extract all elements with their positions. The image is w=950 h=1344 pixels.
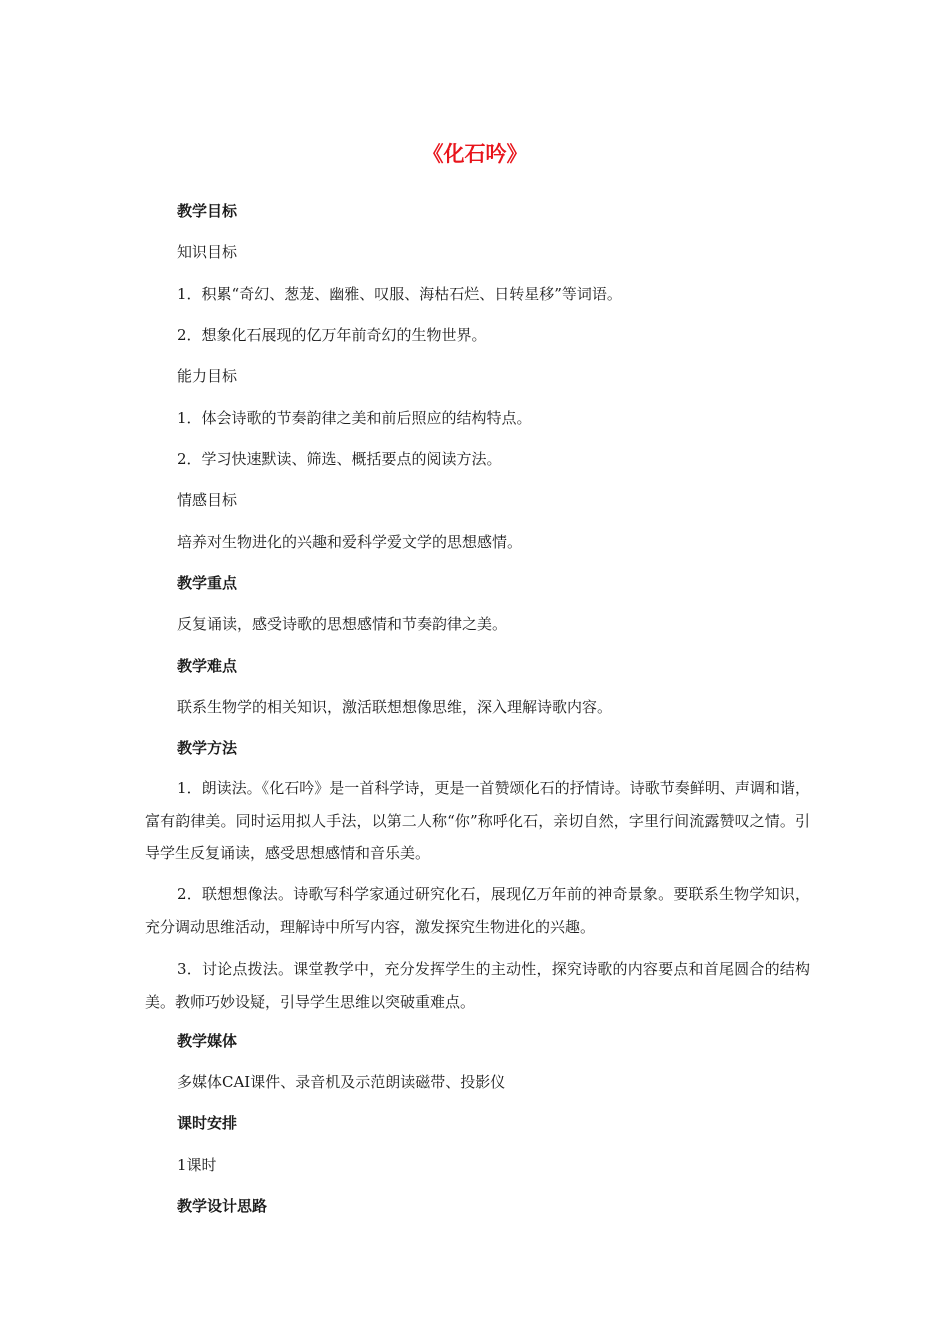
heading-key-points: 教学重点 — [177, 574, 238, 592]
knowledge-item: 2．想象化石展现的亿万年前奇幻的生物世界。 — [177, 326, 487, 344]
document-title: 《化石吟》 — [422, 141, 528, 166]
media-text: 多媒体CAI课件、录音机及示范朗读磁带、投影仪 — [177, 1073, 506, 1091]
knowledge-item: 1．积累“奇幻、葱茏、幽雅、叹服、海枯石烂、日转星移”等词语。 — [177, 285, 622, 303]
heading-methods: 教学方法 — [177, 739, 238, 757]
method-paragraph: 1．朗读法。《化石吟》是一首科学诗，更是一首赞颂化石的抒情诗。诗歌节奏鲜明、声调和谐，富有韵律美。同时运用拟人手法，以第二人称“你”称呼化石，亲切自然，字里行间流露赞叹之情。引导学生反复诵读，感受思想感情和音乐美。 — [145, 779, 810, 862]
key-points-text: 反复诵读，感受诗歌的思想感情和节奏韵律之美。 — [177, 615, 508, 633]
heading-difficulties: 教学难点 — [177, 657, 238, 675]
ability-item: 1．体会诗歌的节奏韵律之美和前后照应的结构特点。 — [177, 409, 532, 427]
label-ability-objectives: 能力目标 — [177, 367, 238, 385]
label-knowledge-objectives: 知识目标 — [177, 243, 238, 261]
heading-design: 教学设计思路 — [177, 1197, 268, 1215]
method-paragraph: 3．讨论点拨法。课堂教学中，充分发挥学生的主动性，探究诗歌的内容要点和首尾圆合的结构美。教师巧妙设疑，引导学生思维以突破重难点。 — [145, 960, 810, 1011]
ability-item: 2．学习快速默读、筛选、概括要点的阅读方法。 — [177, 450, 502, 468]
heading-objectives: 教学目标 — [177, 202, 238, 220]
difficulties-text: 联系生物学的相关知识，激活联想想像思维，深入理解诗歌内容。 — [177, 698, 613, 716]
schedule-text: 1课时 — [177, 1156, 217, 1174]
label-emotion-objectives: 情感目标 — [177, 491, 238, 509]
heading-schedule: 课时安排 — [177, 1114, 238, 1132]
emotion-text: 培养对生物进化的兴趣和爱科学爱文学的思想感情。 — [177, 533, 523, 551]
method-paragraph: 2．联想想像法。诗歌写科学家通过研究化石，展现亿万年前的神奇景象。要联系生物学知识，充分调动思维活动，理解诗中所写内容，激发探究生物进化的兴趣。 — [145, 885, 810, 936]
heading-media: 教学媒体 — [177, 1032, 238, 1050]
